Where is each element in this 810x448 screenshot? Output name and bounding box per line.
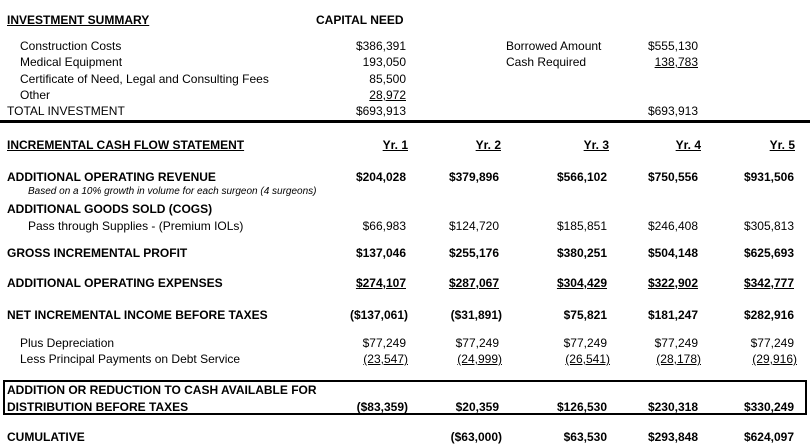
- principal-value: (24,999): [457, 352, 502, 366]
- year-header: Yr. 3: [583, 138, 609, 152]
- year-header: Yr. 1: [382, 138, 408, 152]
- cash-change-value: $330,249: [743, 400, 794, 414]
- cogs-value: $66,983: [362, 219, 406, 233]
- net-income-value: $181,247: [647, 308, 698, 322]
- gross-profit-value: $137,046: [355, 246, 406, 260]
- principal-label: Less Principal Payments on Debt Service: [20, 352, 241, 366]
- principal-value: (26,541): [565, 352, 610, 366]
- gross-profit-value: $625,693: [743, 246, 794, 260]
- net-income-value: $282,916: [743, 308, 794, 322]
- revenue-value: $931,506: [743, 170, 794, 184]
- principal-value: (29,916): [752, 352, 797, 366]
- cash-change-label-line2: DISTRIBUTION BEFORE TAXES: [7, 400, 189, 414]
- investment-item-label: Construction Costs: [20, 39, 122, 53]
- net-income-value: ($137,061): [349, 308, 408, 322]
- depreciation-value: $77,249: [455, 336, 499, 350]
- depreciation-value: $77,249: [750, 336, 794, 350]
- cogs-value: $185,851: [556, 219, 607, 233]
- depreciation-value: $77,249: [654, 336, 698, 350]
- opex-value: $342,777: [743, 276, 794, 290]
- year-header: Yr. 2: [475, 138, 501, 152]
- gross-profit-label: GROSS INCREMENTAL PROFIT: [7, 246, 188, 260]
- section-divider: [0, 120, 810, 123]
- cash-required-value: 138,783: [654, 55, 698, 69]
- cumulative-value: $63,530: [563, 430, 607, 444]
- revenue-value: $204,028: [355, 170, 406, 184]
- cogs-sub-label: Pass through Supplies - (Premium IOLs): [28, 219, 244, 233]
- net-income-value: ($31,891): [450, 308, 502, 322]
- investment-item-value: 85,500: [369, 72, 406, 86]
- year-header: Yr. 4: [675, 138, 701, 152]
- total-investment-value: $693,913: [355, 104, 406, 118]
- cash-change-value: $20,359: [455, 400, 499, 414]
- opex-value: $304,429: [556, 276, 607, 290]
- principal-value: (23,547): [363, 352, 408, 366]
- investment-item-label: Medical Equipment: [20, 55, 123, 69]
- year-header: Yr. 5: [769, 138, 795, 152]
- investment-item-value: 28,972: [369, 88, 406, 102]
- depreciation-label: Plus Depreciation: [20, 336, 115, 350]
- gross-profit-value: $504,148: [647, 246, 698, 260]
- cash-change-value: $230,318: [647, 400, 698, 414]
- revenue-note: Based on a 10% growth in volume for each surgeon (4 surgeons): [28, 186, 317, 197]
- capital-need-header: CAPITAL NEED: [316, 13, 404, 27]
- principal-value: (28,178): [656, 352, 701, 366]
- financing-total-value: $693,913: [647, 104, 698, 118]
- cogs-value: $246,408: [647, 219, 698, 233]
- cogs-value: $124,720: [448, 219, 499, 233]
- depreciation-value: $77,249: [362, 336, 406, 350]
- cash-change-value: ($83,359): [356, 400, 408, 414]
- revenue-value: $566,102: [556, 170, 607, 184]
- investment-item-label: Certificate of Need, Legal and Consulting Fees: [20, 72, 269, 86]
- cumulative-label: CUMULATIVE: [7, 430, 85, 444]
- depreciation-value: $77,249: [563, 336, 607, 350]
- opex-value: $274,107: [355, 276, 406, 290]
- cash-change-value: $126,530: [556, 400, 607, 414]
- cumulative-value: ($63,000): [450, 430, 502, 444]
- gross-profit-value: $255,176: [448, 246, 499, 260]
- borrowed-amount-label: Borrowed Amount: [506, 39, 602, 53]
- borrowed-amount-value: $555,130: [647, 39, 698, 53]
- cash-change-label-line1: ADDITION OR REDUCTION TO CASH AVAILABLE FOR: [7, 383, 317, 397]
- investment-item-value: $386,391: [355, 39, 406, 53]
- net-income-label: NET INCREMENTAL INCOME BEFORE TAXES: [7, 308, 268, 322]
- cashflow-title: INCREMENTAL CASH FLOW STATEMENT: [7, 138, 245, 152]
- investment-summary-title: INVESTMENT SUMMARY: [7, 13, 150, 27]
- total-investment-label: TOTAL INVESTMENT: [7, 104, 125, 118]
- revenue-value: $379,896: [448, 170, 499, 184]
- cogs-label: ADDITIONAL GOODS SOLD (COGS): [7, 202, 213, 216]
- opex-label: ADDITIONAL OPERATING EXPENSES: [7, 276, 223, 290]
- investment-item-label: Other: [20, 88, 51, 102]
- revenue-label: ADDITIONAL OPERATING REVENUE: [7, 170, 216, 184]
- investment-item-value: 193,050: [362, 55, 406, 69]
- cash-required-label: Cash Required: [506, 55, 587, 69]
- cumulative-value: $624,097: [743, 430, 794, 444]
- gross-profit-value: $380,251: [556, 246, 607, 260]
- opex-value: $287,067: [448, 276, 499, 290]
- opex-value: $322,902: [647, 276, 698, 290]
- cogs-value: $305,813: [743, 219, 794, 233]
- cumulative-value: $293,848: [647, 430, 698, 444]
- revenue-value: $750,556: [647, 170, 698, 184]
- net-income-value: $75,821: [563, 308, 607, 322]
